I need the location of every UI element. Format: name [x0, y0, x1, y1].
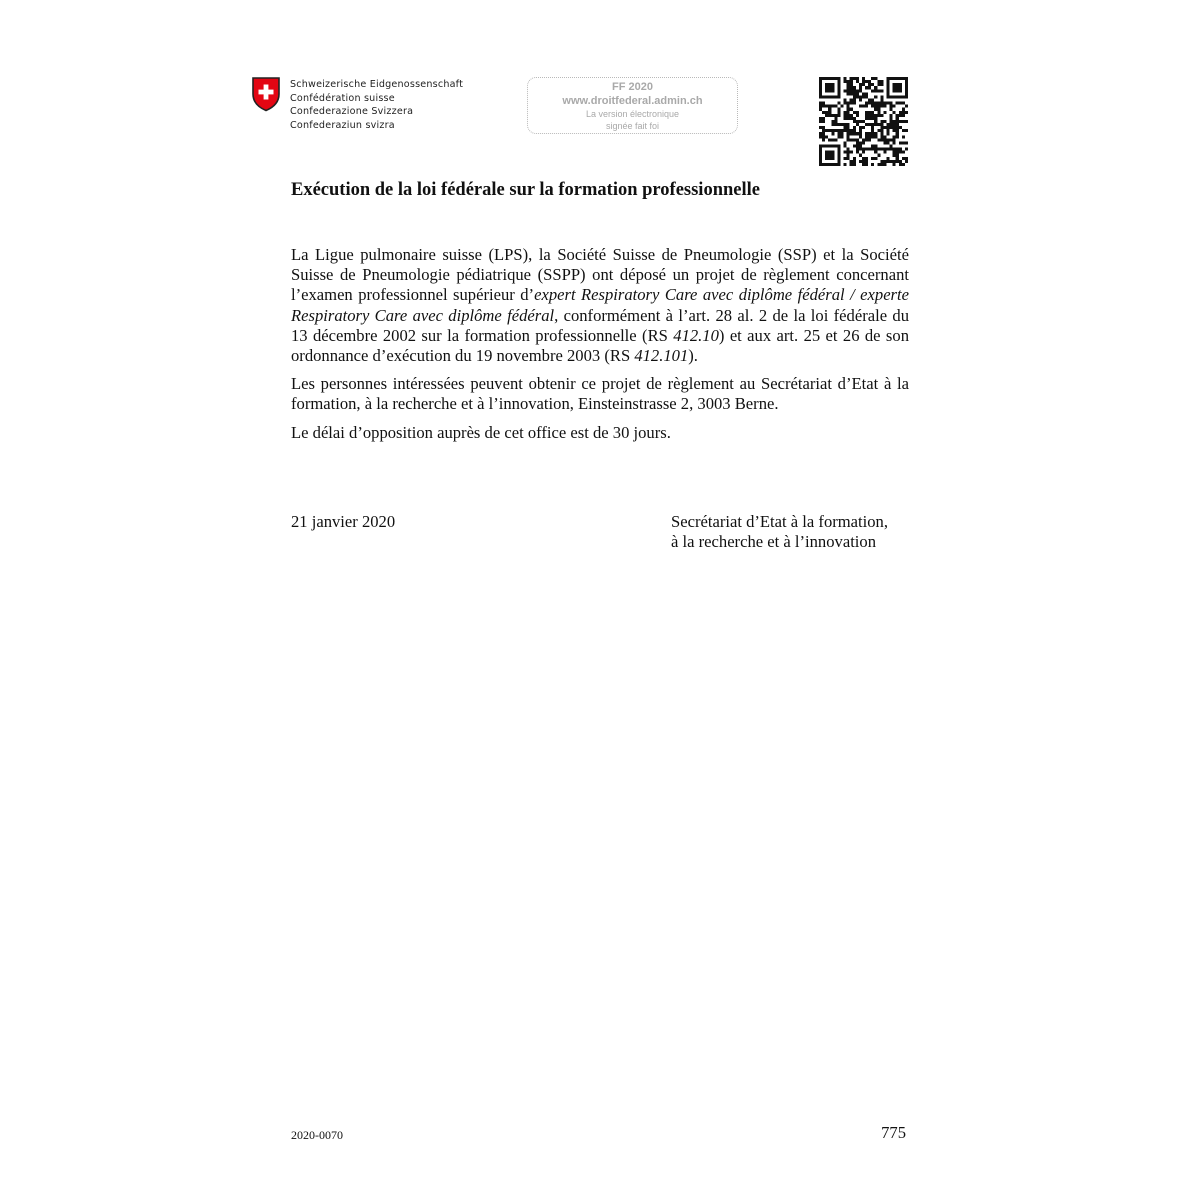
paragraph-1-exam-title: expert Respiratory Care avec diplôme fédéral / experte Respiratory Care avec diplôme fédéral: [291, 285, 909, 325]
authority-line-2: à la recherche et à l’innovation: [671, 532, 877, 552]
confederation-name-it: Confederazione Svizzera: [290, 106, 414, 117]
publication-stamp: [527, 77, 738, 134]
signature-date: 21 janvier 2020: [291, 512, 396, 531]
paragraph-2: Les personnes intéressées peuvent obtenir ce projet de règlement au Secrétariat d’Etat à la formation, à la recherche et à l’innovation, Einsteinstrasse 2, 3003 Berne.: [291, 374, 909, 414]
document-title: Exécution de la loi fédérale sur la formation professionnelle: [291, 180, 760, 200]
paragraph-1-text-d: ).: [688, 346, 698, 366]
confederation-name-de: Schweizerische Eidgenossenschaft: [290, 79, 464, 90]
paragraph-1-rs-ref-2: 412.101: [634, 346, 689, 366]
confederation-name-fr: Confédération suisse: [290, 92, 395, 104]
page-number: 775: [881, 1123, 906, 1142]
confederation-names: [290, 78, 463, 132]
stamp-note-line2: signée fait foi: [605, 121, 660, 131]
document-number: 2020-0070: [291, 1128, 343, 1142]
stamp-reference: FF 2020: [612, 81, 653, 93]
paragraph-1-text-c: ) et aux art. 25 et 26 de son ordonnance d’exécution du 19 novembre 2003 (RS: [291, 325, 909, 366]
paragraph-1-text-b: , conformément à l’art. 28 al. 2 de la loi fédérale du 13 décembre 2002 sur la formation professionnelle (RS: [291, 305, 909, 345]
paragraph-1-rs-ref-1: 412.10: [673, 325, 719, 345]
confederation-name-rm: Confederaziun svizra: [290, 119, 395, 131]
signature-authority: [671, 512, 888, 552]
document-body: [291, 245, 909, 451]
authority-line-1: Secrétariat d’Etat à la formation,: [671, 512, 888, 531]
paragraph-1: [291, 245, 909, 366]
paragraph-3: Le délai d’opposition auprès de cet office est de 30 jours.: [291, 422, 671, 442]
qr-code-icon: [819, 77, 908, 166]
paragraph-1-text-a: La Ligue pulmonaire suisse (LPS), la Société Suisse de Pneumologie (SSP) et la Société Suisse de Pneumologie pédiatrique (SSPP) ont déposé un projet de règlement concernant l’examen professionnel supérieur d’: [291, 245, 909, 305]
stamp-website: www.droitfederal.admin.ch: [562, 95, 703, 107]
stamp-note-line1: La version électronique: [585, 109, 680, 119]
swiss-cross-icon: [251, 76, 281, 112]
